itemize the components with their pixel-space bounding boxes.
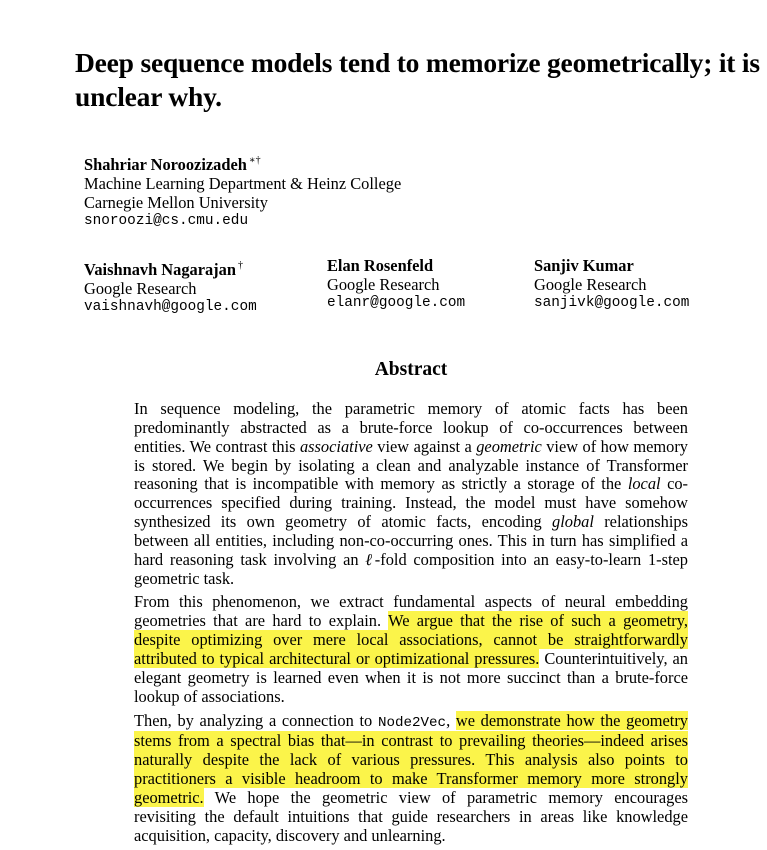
abstract-text: co-occurrences specified during training. Instead, the model must have somehow synthesized its own geometry of atomic facts, encoding [134, 474, 689, 532]
abstract-text: In sequence modeling, the parametric memory of atomic facts has been predominantly abstracted as a brute-force lookup of co-occurrences between entities. We contrast this [134, 399, 688, 456]
abstract-heading: Abstract [374, 359, 448, 380]
author-email[interactable]: elanr@google.com [327, 295, 466, 311]
abstract-text: , [446, 710, 456, 730]
paper-title: Deep sequence models tend to memorize geometrically; it is unclear why. [75, 47, 760, 112]
author-email[interactable]: sanjivk@google.com [534, 295, 690, 311]
author-name: Elan Rosenfeld [327, 256, 434, 275]
abstract-emphasis: local [627, 474, 661, 494]
abstract-paragraph-1 [134, 400, 688, 588]
author-email[interactable]: vaishnavh@google.com [84, 299, 257, 315]
author-name: Sanjiv Kumar [534, 256, 634, 275]
abstract-text: -fold composition into an easy-to-learn 1-step geometric task. [134, 549, 688, 588]
author-affiliation: Machine Learning Department & Heinz College [84, 174, 402, 193]
author-name: Shahriar Noroozizadeh [84, 155, 247, 174]
author-block-3 [327, 256, 465, 313]
abstract-math-symbol: ℓ [365, 549, 375, 569]
author-name: Vaishnavh Nagarajan [84, 260, 236, 279]
author-affiliation: Google Research [327, 275, 440, 294]
author-email[interactable]: snoroozi@cs.cmu.edu [84, 213, 249, 229]
abstract-emphasis: geometric [476, 436, 542, 456]
author-affiliation: Google Research [534, 275, 647, 294]
author-footnote-mark: † [237, 260, 243, 271]
abstract-body [134, 400, 688, 850]
author-footnote-mark: ∗† [248, 155, 261, 166]
author-block-4 [534, 256, 689, 313]
highlighted-text[interactable]: we demonstrate how the geometry stems from a spectral bias that—in contrast to prevailing theories—indeed arises naturally despite the lack of various pressures. This analysis also points to practitioners a visible headroom to make Transformer memory more strongly geometric. [134, 710, 688, 807]
abstract-text: We hope the geometric view of parametric memory encourages revisiting the default intuitions that guide researchers in areas like knowledge acquisition, capacity, discovery and unlearning. [134, 787, 688, 845]
abstract-paragraph-3 [134, 712, 688, 846]
author-block-1 [84, 151, 401, 231]
abstract-paragraph-2 [134, 593, 688, 706]
author-affiliation: Carnegie Mellon University [84, 193, 268, 212]
abstract-emphasis: associative [299, 436, 373, 456]
abstract-emphasis: global [552, 512, 594, 532]
abstract-text: Then, by analyzing a connection to [134, 710, 378, 730]
inline-code: Node2Vec [377, 714, 447, 731]
abstract-text: From this phenomenon, we extract fundamental aspects of neural embedding geometries that are hard to explain. [134, 592, 688, 631]
author-affiliation: Google Research [84, 279, 197, 298]
highlighted-text[interactable]: We argue that the rise of such a geometry, despite optimizing over mere local associations, cannot be straightforwardly attributed to typical architectural or optimizational pressures. [134, 611, 688, 668]
abstract-text: relationships between all entities, including non-co-occurring ones. This in turn has simplified a hard reasoning task involving an [134, 512, 688, 569]
abstract-text: view against a [372, 436, 477, 456]
author-block-2 [84, 256, 257, 317]
abstract-text: view of how memory is stored. We begin by isolating a clean and analyzable instance of Transformer reasoning that is incompatible with memory as strictly a storage of the [134, 436, 688, 494]
abstract-text: Counterintuitively, an elegant geometry is learned even when it is not more succinct than a brute-force lookup of associations. [134, 648, 688, 706]
